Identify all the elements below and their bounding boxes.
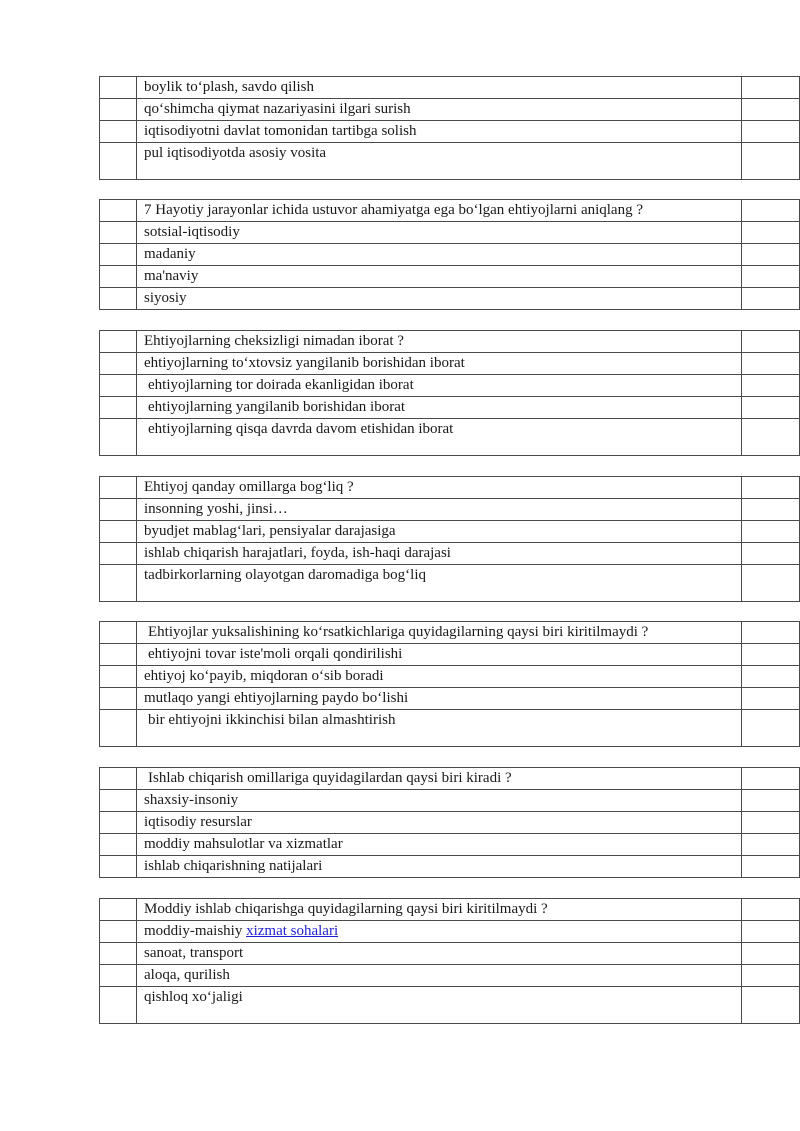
option-text: siyosiy <box>137 288 742 310</box>
option-text: ishlab chiqarishning natijalari <box>137 856 742 878</box>
option-text: byudjet mablag‘lari, pensiyalar darajasiga <box>137 521 742 543</box>
answer-cell <box>742 543 800 565</box>
option-row <box>100 266 800 288</box>
answer-cell <box>742 244 800 266</box>
answer-cell <box>742 397 800 419</box>
option-row <box>100 222 800 244</box>
option-text: ehtiyojlarning to‘xtovsiz yangilanib borishidan iborat <box>137 353 742 375</box>
option-row <box>100 521 800 543</box>
number-cell <box>100 521 137 543</box>
answer-cell <box>742 856 800 878</box>
option-text: qo‘shimcha qiymat nazariyasini ilgari surish <box>137 99 742 121</box>
answer-cell <box>742 790 800 812</box>
answer-cell <box>742 987 800 1024</box>
option-row <box>100 688 800 710</box>
option-text: madaniy <box>137 244 742 266</box>
option-row <box>100 543 800 565</box>
option-text: ehtiyojlarning qisqa davrda davom etishidan iborat <box>137 419 742 456</box>
option-text: ehtiyojlarning tor doirada ekanligidan iborat <box>137 375 742 397</box>
number-cell <box>100 834 137 856</box>
option-row <box>100 121 800 143</box>
option-text: ehtiyojlarning yangilanib borishidan iborat <box>137 397 742 419</box>
option-row <box>100 710 800 747</box>
number-cell <box>100 375 137 397</box>
option-row <box>100 790 800 812</box>
answer-cell <box>742 710 800 747</box>
answer-cell <box>742 77 800 99</box>
number-cell <box>100 244 137 266</box>
question-row <box>100 768 800 790</box>
answer-cell <box>742 644 800 666</box>
question-row <box>100 477 800 499</box>
number-cell <box>100 987 137 1024</box>
answer-cell <box>742 375 800 397</box>
number-cell <box>100 77 137 99</box>
number-cell <box>100 790 137 812</box>
question-text: Ehtiyojlarning cheksizligi nimadan iborat ? <box>137 331 742 353</box>
option-row <box>100 644 800 666</box>
question-block-6 <box>99 767 800 878</box>
option-row <box>100 353 800 375</box>
question-row <box>100 622 800 644</box>
answer-cell <box>742 143 800 180</box>
number-cell <box>100 477 137 499</box>
question-text: Ishlab chiqarish omillariga quyidagilardan qaysi biri kiradi ? <box>137 768 742 790</box>
question-text: Ehtiyojlar yuksalishining ko‘rsatkichlariga quyidagilarning qaysi biri kiritilmaydi ? <box>137 622 742 644</box>
option-row <box>100 375 800 397</box>
question-block-3 <box>99 330 800 456</box>
option-row <box>100 987 800 1024</box>
option-row <box>100 565 800 602</box>
question-text: Moddiy ishlab chiqarishga quyidagilarning qaysi biri kiritilmaydi ? <box>137 899 742 921</box>
option-text: iqtisodiy resurslar <box>137 812 742 834</box>
answer-cell <box>742 288 800 310</box>
option-text: sanoat, transport <box>137 943 742 965</box>
answer-cell <box>742 666 800 688</box>
answer-cell <box>742 200 800 222</box>
option-row <box>100 288 800 310</box>
option-text: moddiy-maishiy <box>144 923 247 939</box>
number-cell <box>100 899 137 921</box>
number-cell <box>100 943 137 965</box>
number-cell <box>100 288 137 310</box>
option-text: qishloq xo‘jaligi <box>137 987 742 1024</box>
answer-cell <box>742 768 800 790</box>
answer-cell <box>742 419 800 456</box>
question-row <box>100 331 800 353</box>
answer-cell <box>742 834 800 856</box>
option-text: boylik to‘plash, savdo qilish <box>137 77 742 99</box>
option-text: ehtiyojni tovar iste'moli orqali qondirilishi <box>137 644 742 666</box>
option-row <box>100 965 800 987</box>
answer-cell <box>742 812 800 834</box>
option-text: ishlab chiqarish harajatlari, foyda, ish-haqi darajasi <box>137 543 742 565</box>
number-cell <box>100 222 137 244</box>
number-cell <box>100 644 137 666</box>
answer-cell <box>742 622 800 644</box>
option-text: insonning yoshi, jinsi… <box>137 499 742 521</box>
question-block-5 <box>99 621 800 747</box>
question-text: 7 Hayotiy jarayonlar ichida ustuvor ahamiyatga ega bo‘lgan ehtiyojlarni aniqlang ? <box>137 200 742 222</box>
number-cell <box>100 688 137 710</box>
number-cell <box>100 419 137 456</box>
number-cell <box>100 710 137 747</box>
option-text: bir ehtiyojni ikkinchisi bilan almashtirish <box>137 710 742 747</box>
answer-cell <box>742 943 800 965</box>
number-cell <box>100 331 137 353</box>
option-text: mutlaqo yangi ehtiyojlarning paydo bo‘lishi <box>137 688 742 710</box>
option-text: aloqa, qurilish <box>137 965 742 987</box>
option-text: tadbirkorlarning olayotgan daromadiga bog‘liq <box>137 565 742 602</box>
number-cell <box>100 565 137 602</box>
answer-cell <box>742 266 800 288</box>
xizmat-sohalari-link[interactable]: xizmat sohalari <box>246 923 339 939</box>
option-text: shaxsiy-insoniy <box>137 790 742 812</box>
option-row <box>100 834 800 856</box>
question-row <box>100 899 800 921</box>
number-cell <box>100 499 137 521</box>
number-cell <box>100 266 137 288</box>
option-row <box>100 99 800 121</box>
number-cell <box>100 121 137 143</box>
option-row <box>100 921 800 943</box>
option-text-with-link <box>137 921 742 943</box>
number-cell <box>100 856 137 878</box>
answer-cell <box>742 688 800 710</box>
option-row <box>100 397 800 419</box>
option-row <box>100 77 800 99</box>
answer-cell <box>742 565 800 602</box>
question-text: Ehtiyoj qanday omillarga bog‘liq ? <box>137 477 742 499</box>
option-row <box>100 943 800 965</box>
answer-cell <box>742 99 800 121</box>
option-row <box>100 419 800 456</box>
question-block-7 <box>99 898 800 1024</box>
option-text: ma'naviy <box>137 266 742 288</box>
option-text: ehtiyoj ko‘payib, miqdoran o‘sib boradi <box>137 666 742 688</box>
question-block-1 <box>99 76 800 180</box>
answer-cell <box>742 521 800 543</box>
answer-cell <box>742 499 800 521</box>
answer-cell <box>742 965 800 987</box>
answer-cell <box>742 121 800 143</box>
answer-cell <box>742 222 800 244</box>
answer-cell <box>742 477 800 499</box>
number-cell <box>100 666 137 688</box>
number-cell <box>100 99 137 121</box>
option-text: iqtisodiyotni davlat tomonidan tartibga solish <box>137 121 742 143</box>
option-text: sotsial-iqtisodiy <box>137 222 742 244</box>
number-cell <box>100 768 137 790</box>
number-cell <box>100 812 137 834</box>
option-row <box>100 856 800 878</box>
question-row <box>100 200 800 222</box>
number-cell <box>100 965 137 987</box>
number-cell <box>100 143 137 180</box>
question-block-4 <box>99 476 800 602</box>
option-row <box>100 666 800 688</box>
number-cell <box>100 921 137 943</box>
answer-cell <box>742 331 800 353</box>
option-row <box>100 244 800 266</box>
question-block-2 <box>99 199 800 310</box>
answer-cell <box>742 353 800 375</box>
number-cell <box>100 622 137 644</box>
option-row <box>100 143 800 180</box>
number-cell <box>100 543 137 565</box>
number-cell <box>100 353 137 375</box>
answer-cell <box>742 899 800 921</box>
answer-cell <box>742 921 800 943</box>
number-cell <box>100 397 137 419</box>
option-row <box>100 499 800 521</box>
option-text: pul iqtisodiyotda asosiy vosita <box>137 143 742 180</box>
option-row <box>100 812 800 834</box>
number-cell <box>100 200 137 222</box>
option-text: moddiy mahsulotlar va xizmatlar <box>137 834 742 856</box>
